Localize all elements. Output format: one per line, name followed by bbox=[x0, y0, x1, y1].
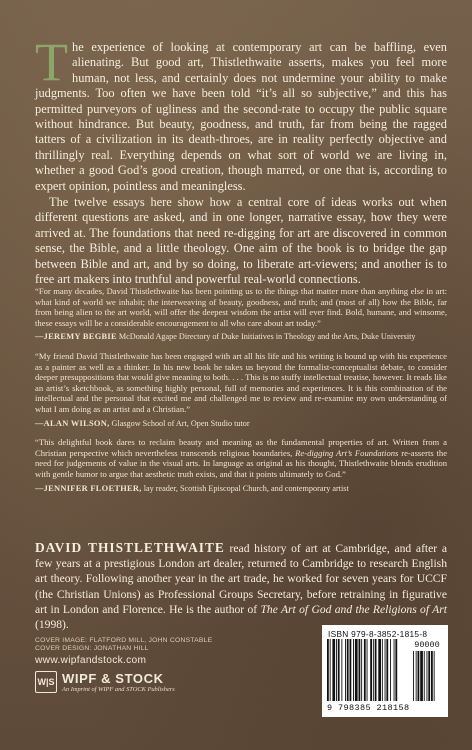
bio-text-end: (1998). bbox=[35, 618, 69, 632]
author-name: DAVID THISTLETHWAITE bbox=[35, 540, 225, 555]
publisher-logo bbox=[35, 671, 175, 693]
endorser-affiliation: McDonald Agape Directory of Duke Initiatives in Theology and the Arts, Duke University bbox=[118, 332, 416, 342]
endorsement-text: “My friend David Thistlethwaite has been engaged with art all his life and his writing is bound up with his experience as a painter as well as a thinker. In his new book he takes us beyond the formalist-conceptualist debate, to consider deeper presuppositions that would give meaning to both. . . . This is no stuffy intellectual treatise, however. It reads like an artist’s sketchbook, as something highly personal, full of memories and experiences. It is this combination of the intellectual and the personal that excited me and challenged me to review and re-examine my own understanding of what I am doing as an artist and a Christian.” bbox=[35, 350, 447, 414]
endorser-name: —ALAN WILSON, bbox=[35, 418, 110, 428]
intro-paragraph-1 bbox=[35, 32, 447, 194]
bio-text: read history of art at Cambridge, and after a few years at a prestigious London art dealer, returned to Cambridge to research English art theory. Following another year in the art trade, he worked for seven years for UCCF (the Christian Unions) as Professional Groups Secretary, before retraining in figurative art in London and Florence. He is the author of bbox=[35, 542, 447, 616]
ean-digits: 9 798385 218158 bbox=[327, 703, 410, 713]
intro-paragraph-1-text: he experience of looking at contemporary art can be baffling, even alienating. But good art, Thistlethwaite asserts, makes you feel more human, not less, and certainly does not undermine your ability to make judgments. Too often we have been told “it’s all so subjective,” and this has permitted purveyors of ugliness and the second-rate to occupy the public square without hindrance. But beauty, goodness, and truth, far from being the ragged tatters of a civilization in its death-throes, are in reality perfectly objective and thrillingly real. Everything depends on what sort of world we are living in, whether a good God’s good creation, though marred, or one that is, according to expert opinion, pointless and meaningless. bbox=[35, 40, 447, 193]
cover-credits bbox=[35, 637, 212, 653]
endorsements bbox=[35, 286, 447, 502]
publisher-website[interactable]: www.wipfandstock.com bbox=[35, 655, 147, 666]
barcode-panel bbox=[322, 625, 448, 717]
endorsement-begbie bbox=[35, 286, 447, 343]
endorser-name: —JENNIFER FLOETHER, bbox=[35, 483, 142, 493]
ws-logo-icon: W|S bbox=[35, 671, 57, 693]
intro-paragraph-2: The twelve essays here show how a central core of ideas works out when different questions are asked, and in one longer, narrative essay, how they were arrived at. The foundations that need re-digging for art are discovered in common sense, the Bible, and a little theology. One aim of the book is to bridge the gap between Bible and art, and by so doing, to liberate art-viewers; and another is to free art makers into truthful and powerful real-world connections. bbox=[35, 195, 447, 287]
publisher-name: WIPF & STOCK bbox=[62, 670, 164, 686]
price-code: 90000 bbox=[414, 640, 440, 650]
endorser-affiliation: Glasgow School of Art, Open Studio tutor bbox=[111, 418, 250, 428]
cover-design-credit: COVER DESIGN: JONATHAN HILL bbox=[35, 645, 149, 653]
cover-image-credit: COVER IMAGE: FLATFORD MILL, JOHN CONSTABLE bbox=[35, 637, 213, 644]
author-bio bbox=[35, 540, 447, 632]
drop-cap: T bbox=[35, 32, 68, 92]
endorsement-text bbox=[35, 437, 447, 479]
previous-book-title: The Art of God and the Religions of Art bbox=[260, 602, 448, 616]
endorsement-floether bbox=[35, 437, 447, 494]
endorsement-wilson bbox=[35, 351, 447, 429]
book-title: Re-digging Art’s Foundations bbox=[295, 447, 399, 458]
endorsement-text-part: “This delightful book dares to reclaim beauty and meaning as the fundamental properties of art. Written from a Christian perspective which nevertheless transcends religious boundaries, bbox=[35, 437, 447, 458]
endorsement-attribution bbox=[35, 332, 447, 343]
endorsement-text: “For many decades, David Thistlethwaite has been pointing us to the things that matter more than anything else in art: what kind of world we inhabit; the interweaving of beauty, goodness, and truth; and (most of all) how the Bible, far from being alien to the art world, will offer the deepest wisdom the artist will ever find. Bold, humane, and winsome, these essays will be a considerable encouragement to all who care about art today.” bbox=[35, 286, 447, 328]
endorsement-attribution bbox=[35, 484, 447, 495]
endorsement-attribution bbox=[35, 419, 447, 430]
endorser-affiliation: lay reader, Scottish Episcopal Church, and contemporary artist bbox=[143, 483, 349, 493]
endorsement-text-part: re-asserts the need for judgements of value in the visual arts. In language as original as his thought, Thistlethwaite blends erudition with gentle humor to argue that aesthetic truth exists, and that it points ultimately to God.” bbox=[35, 447, 448, 479]
publisher-imprint: An Imprint of WIPF and STOCK Publishers bbox=[62, 685, 175, 693]
barcode-icon bbox=[327, 639, 443, 701]
intro-text bbox=[35, 32, 447, 288]
endorser-name: —JEREMY BEGBIE bbox=[35, 332, 117, 342]
isbn-label: ISBN 979-8-3852-1815-8 bbox=[328, 629, 428, 639]
